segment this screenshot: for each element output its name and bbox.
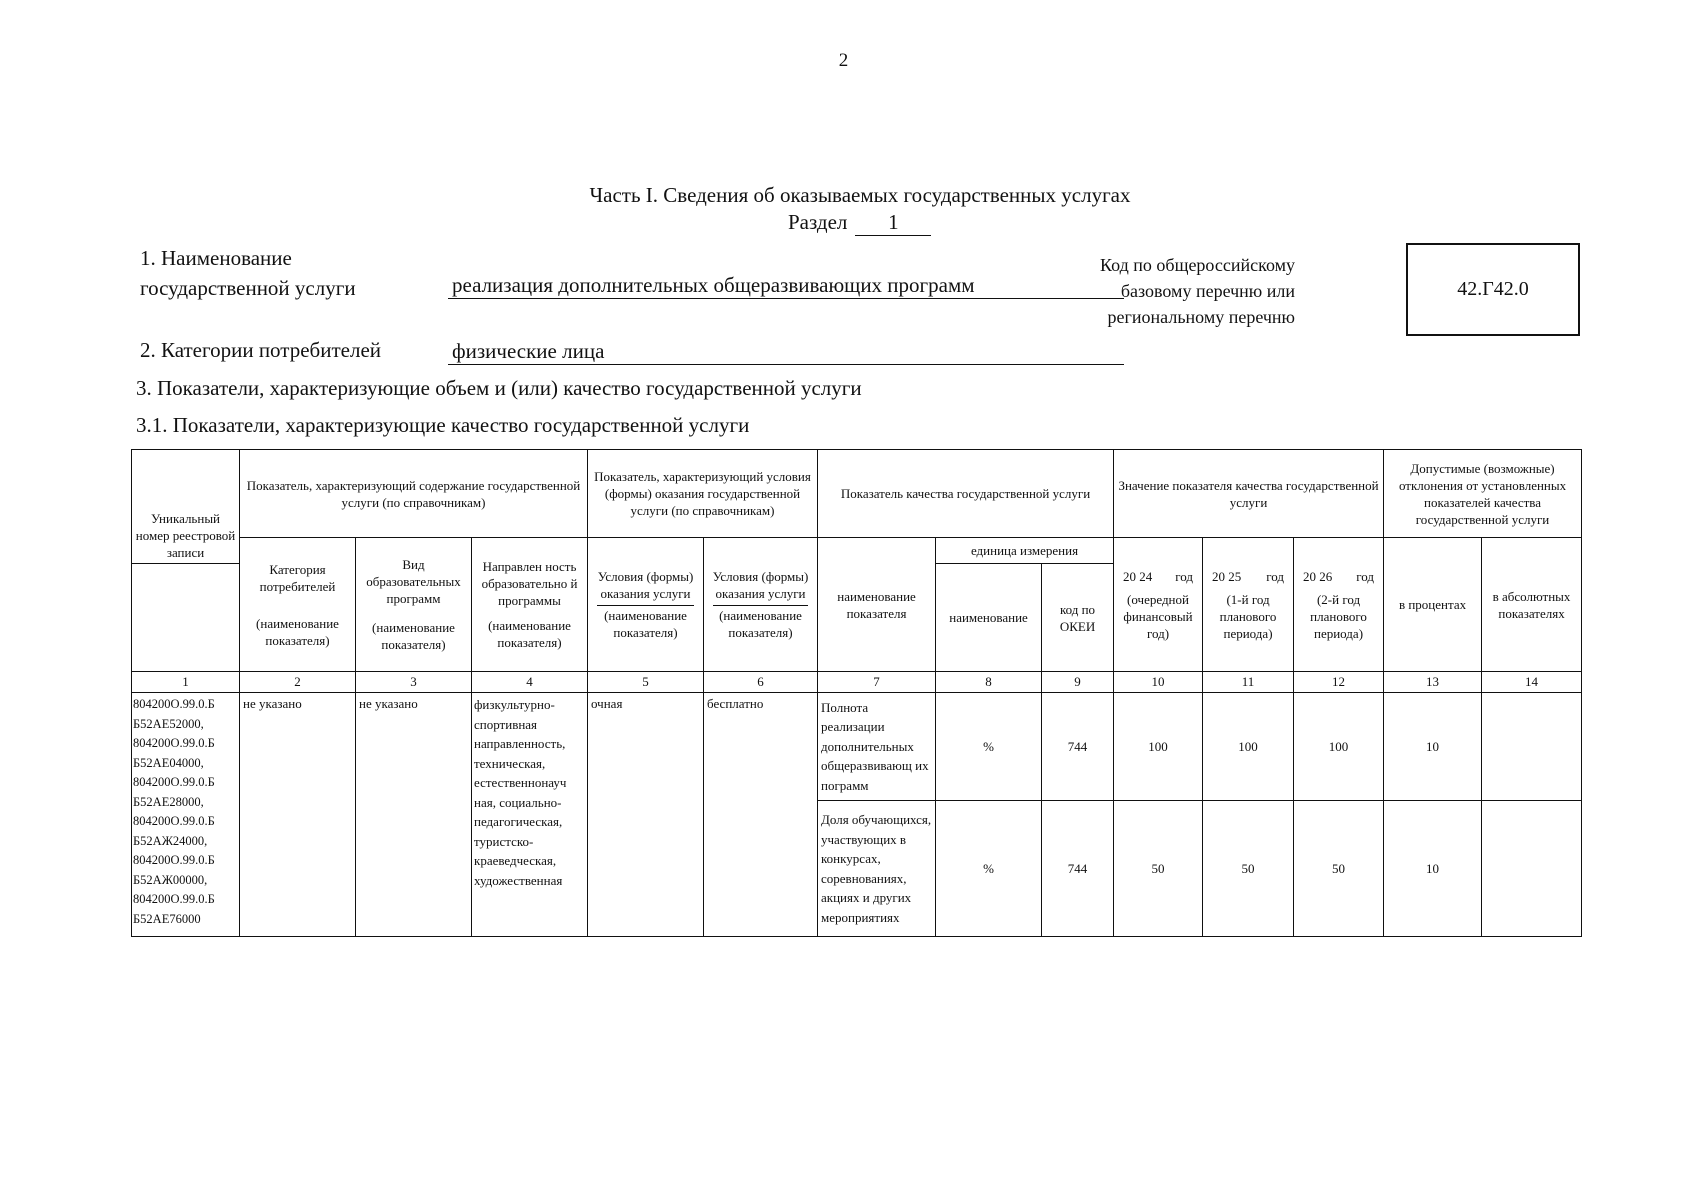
header-unique-number: Уникальный номер реестровой записи	[132, 450, 240, 564]
page-number: 2	[838, 50, 849, 71]
col-number: 7	[818, 672, 936, 693]
col3-title: Вид образовательных программ	[366, 557, 461, 606]
quality-indicators-table	[131, 449, 1582, 937]
header-content-indicator: Показатель, характеризующий содержание государственной услуги (по справочникам)	[240, 450, 588, 538]
header-unit-group: единица измерения	[936, 538, 1114, 564]
col-number: 1	[132, 672, 240, 693]
year1-sub: (очередной финансовый год)	[1123, 591, 1193, 641]
col6-title: Условия (формы) оказания услуги	[712, 569, 809, 601]
deviation-percent: 10	[1384, 801, 1482, 937]
section-number: 1	[855, 210, 931, 236]
header-col2	[240, 538, 356, 672]
okei-code: 744	[1042, 693, 1114, 801]
year3-value: 20 26	[1303, 568, 1333, 584]
indicator-name: Полнота реализации дополнительных общеразвивающ их пограмм	[818, 693, 936, 801]
header-quality-indicator: Показатель качества государственной услуги	[818, 450, 1114, 538]
year3-sub: (2-й год планового периода)	[1310, 591, 1367, 641]
header-col6	[704, 538, 818, 672]
registry-number: 804200О.99.0.Б Б52АЕ52000, 804200О.99.0.Б Б52АЕ04000, 804200О.99.0.Б Б52АЕ28000, 804200О.99.0.Б Б52АЖ24000, 804200О.99.0.Б Б52АЖ00000, 804200О.99.0.Б Б52АЕ76000	[132, 693, 240, 937]
col4-sub: (наименование показателя)	[488, 618, 571, 650]
header-col13: в процентах	[1384, 538, 1482, 672]
service-name-label	[140, 243, 356, 303]
header-conditions-indicator: Показатель, характеризующий условия (формы) оказания государственной услуги (по справочникам)	[588, 450, 818, 538]
code-label-line3: региональному перечню	[1107, 307, 1295, 327]
col-number: 9	[1042, 672, 1114, 693]
col-number: 6	[704, 672, 818, 693]
header-year1	[1114, 538, 1203, 672]
col-number: 8	[936, 672, 1042, 693]
year3-word: год	[1356, 568, 1375, 584]
service-payment: бесплатно	[704, 693, 818, 937]
col-number: 4	[472, 672, 588, 693]
header-year2	[1203, 538, 1294, 672]
col3-sub: (наименование показателя)	[372, 620, 455, 652]
col-number: 2	[240, 672, 356, 693]
okei-code: 744	[1042, 801, 1114, 937]
unit-name: %	[936, 801, 1042, 937]
header-year3	[1294, 538, 1384, 672]
section-label: Раздел	[788, 210, 848, 234]
code-box: 42.Г42.0	[1406, 243, 1580, 336]
year1-word: год	[1175, 568, 1194, 584]
program-orientation: физкультурно-спортивная направленность, техническая, естественнонауч ная, социально-педагогическая, туристско-краеведческая, художественная	[472, 693, 588, 937]
year1-value: 20 24	[1123, 568, 1153, 584]
col-number: 11	[1203, 672, 1294, 693]
col5-title: Условия (формы) оказания услуги	[597, 569, 694, 601]
header-col7: наименование показателя	[818, 538, 936, 672]
heading-3: 3. Показатели, характеризующие объем и (или) качество государственной услуги	[136, 376, 862, 400]
deviation-absolute	[1482, 693, 1582, 801]
program-type: не указано	[356, 693, 472, 937]
header-col9: код по ОКЕИ	[1042, 564, 1114, 672]
column-number-row	[132, 672, 1582, 693]
service-name-label-line1: 1. Наименование	[140, 246, 292, 270]
service-form: очная	[588, 693, 704, 937]
col-number: 10	[1114, 672, 1203, 693]
header-col8: наименование	[936, 564, 1042, 672]
consumers-label: 2. Категории потребителей	[140, 338, 381, 362]
heading-3-1: 3.1. Показатели, характеризующие качество государственной услуги	[136, 413, 750, 437]
header-col14: в абсолютных показателях	[1482, 538, 1582, 672]
col5-sub: (наименование показателя)	[597, 605, 694, 641]
value-year2: 100	[1203, 693, 1294, 801]
code-label	[1035, 252, 1295, 330]
value-year3: 50	[1294, 801, 1384, 937]
col-number: 13	[1384, 672, 1482, 693]
col-number: 14	[1482, 672, 1582, 693]
col6-sub: (наименование показателя)	[713, 605, 808, 641]
year2-word: год	[1266, 568, 1285, 584]
code-label-line2: базовому перечню или	[1120, 281, 1295, 301]
col2-sub: (наименование показателя)	[256, 615, 339, 648]
indicator-name: Доля обучающихся, участвующих в конкурсах, соревнованиях, акциях и других мероприятиях	[818, 801, 936, 937]
col2-title: Категория потребителей	[259, 561, 336, 594]
col-number: 12	[1294, 672, 1384, 693]
year2-value: 20 25	[1212, 568, 1242, 584]
header-col5	[588, 538, 704, 672]
col-number: 5	[588, 672, 704, 693]
header-col3	[356, 538, 472, 672]
value-year3: 100	[1294, 693, 1384, 801]
value-year2: 50	[1203, 801, 1294, 937]
part-title: Часть I. Сведения об оказываемых государственных услугах	[589, 183, 1131, 207]
col4-title: Направлен ность образовательно й программы	[481, 559, 578, 608]
value-year1: 50	[1114, 801, 1203, 937]
consumers-value: физические лица	[448, 338, 1124, 365]
header-deviation: Допустимые (возможные) отклонения от установленных показателей качества государственной услуги	[1384, 450, 1582, 538]
consumer-category: не указано	[240, 693, 356, 937]
code-label-line1: Код по общероссийскому	[1100, 255, 1295, 275]
value-year1: 100	[1114, 693, 1203, 801]
section-line	[788, 210, 931, 236]
table-row	[132, 693, 1582, 801]
col-number: 3	[356, 672, 472, 693]
unit-name: %	[936, 693, 1042, 801]
deviation-absolute	[1482, 801, 1582, 937]
header-col4	[472, 538, 588, 672]
header-quality-value: Значение показателя качества государственной услуги	[1114, 450, 1384, 538]
header-col1-cont	[132, 564, 240, 672]
year2-sub: (1-й год планового периода)	[1219, 591, 1277, 641]
service-name-label-line2: государственной услуги	[140, 276, 356, 300]
deviation-percent: 10	[1384, 693, 1482, 801]
service-name-value: реализация дополнительных общеразвивающих программ	[448, 272, 1124, 299]
